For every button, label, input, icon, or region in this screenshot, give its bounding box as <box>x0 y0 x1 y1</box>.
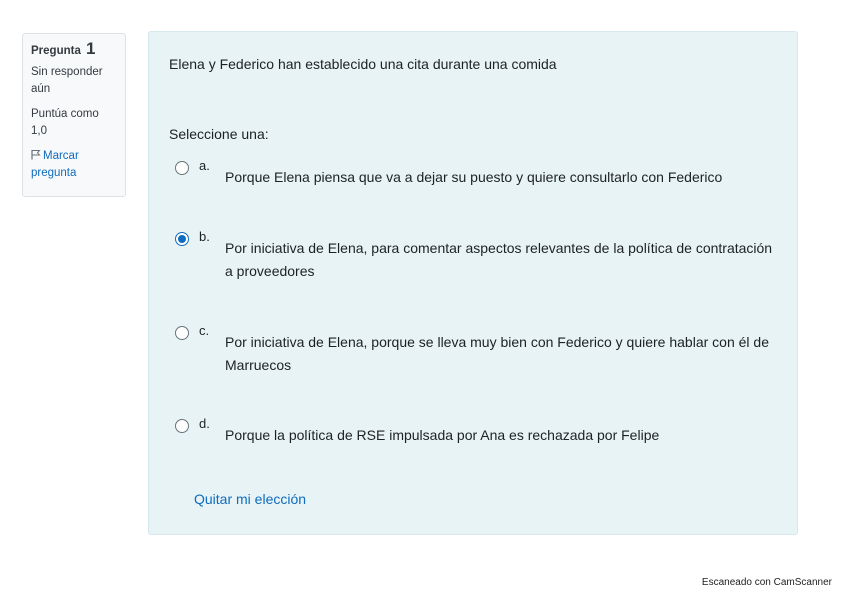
option-c-letter: c. <box>199 323 210 338</box>
flag-question-link[interactable] <box>31 148 117 182</box>
option-a-letter: a. <box>199 158 210 173</box>
clear-choice-link[interactable]: Quitar mi elección <box>194 491 307 507</box>
option-a-radio[interactable] <box>175 161 189 175</box>
option-b-letter: b. <box>199 229 210 244</box>
option-b-text[interactable]: Por iniciativa de Elena, para comentar aspectos relevantes de la política de contratación a proveedores <box>225 240 773 279</box>
question-content <box>148 31 798 535</box>
question-heading <box>31 40 117 60</box>
option-a-text[interactable]: Porque Elena piensa que va a dejar su puesto y quiere consultarlo con Federico <box>225 169 723 185</box>
question-info-panel <box>22 33 126 197</box>
flag-icon <box>31 149 41 160</box>
option-d-radio[interactable] <box>175 419 189 433</box>
question-text: Elena y Federico han establecido una cita durante una comida <box>169 56 557 72</box>
option-d-letter: d. <box>199 416 210 431</box>
question-state: Sin responder aún <box>31 66 103 95</box>
answer-prompt: Seleccione una: <box>169 126 269 142</box>
question-label: Pregunta <box>31 45 81 57</box>
option-b-radio[interactable] <box>175 232 189 246</box>
flag-label: Marcar pregunta <box>31 150 79 179</box>
scanner-watermark: Escaneado con CamScanner <box>701 577 832 588</box>
question-number: 1 <box>86 39 96 58</box>
option-d-text[interactable]: Porque la política de RSE impulsada por Ana es rechazada por Felipe <box>225 427 660 443</box>
question-grade: Puntúa como 1,0 <box>31 108 99 137</box>
option-c-text[interactable]: Por iniciativa de Elena, porque se lleva muy bien con Federico y quiere hablar con él de Marruecos <box>225 334 769 373</box>
option-c-radio[interactable] <box>175 326 189 340</box>
